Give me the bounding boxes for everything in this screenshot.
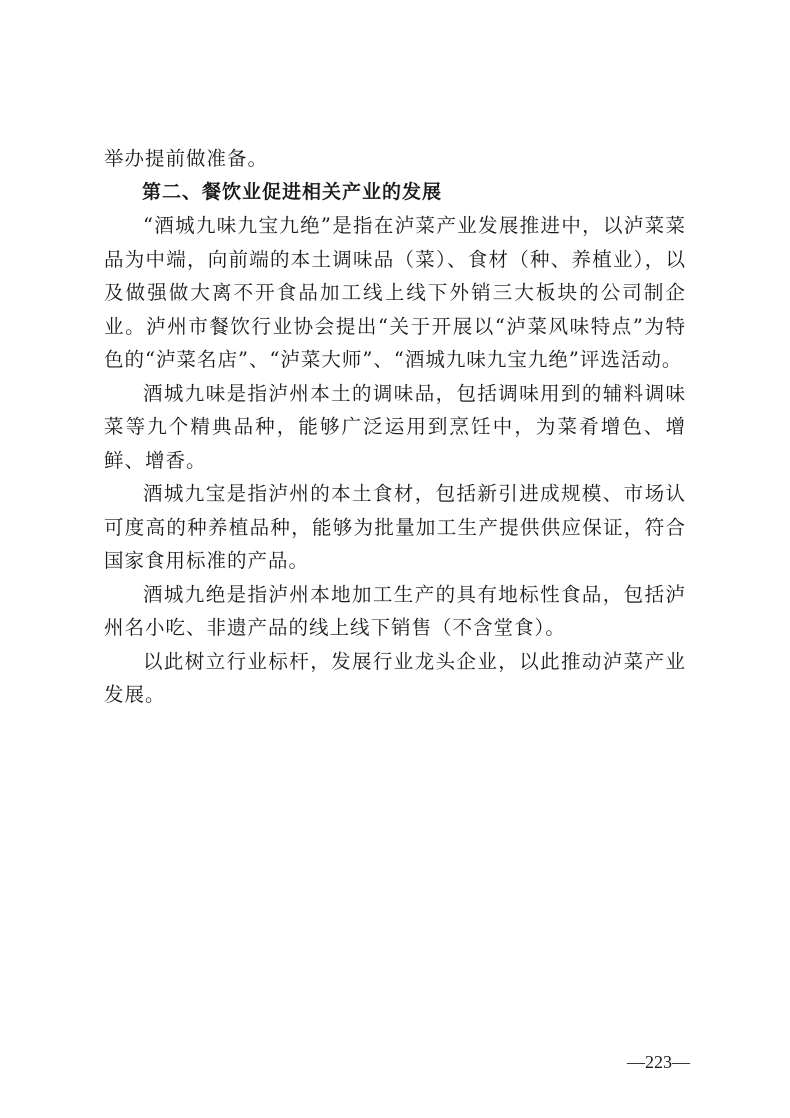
- page-number: —223—: [627, 1052, 690, 1072]
- body-text: [104, 142, 686, 712]
- paragraph-continuation: 举办提前做准备。: [104, 147, 269, 170]
- section-heading: 第二、餐饮业促进相关产业的发展: [142, 180, 443, 203]
- paragraph-nine-treasures: 酒城九宝是指泸州的本土食材，包括新引进成规模、市场认可度高的种养植品种，能够为批量加工生产提供供应保证，符合国家食用标准的产品。: [104, 482, 686, 572]
- paragraph-nine-specialties: 酒城九绝是指泸州本地加工生产的具有地标性食品，包括泸州名小吃、非遗产品的线上线下销售（不含堂食）。: [104, 582, 686, 639]
- paragraph-definition: “酒城九味九宝九绝”是指在泸菜产业发展推进中，以泸菜菜品为中端，向前端的本土调味品（菜）、食材（种、养植业），以及做强做大离不开食品加工线上线下外销三大板块的公司制企业。泸州市餐饮行业协会提出“关于开展以“泸菜风味特点”为特色的“泸菜名店”、“泸菜大师”、“酒城九味九宝九绝”评选活动。: [104, 214, 686, 371]
- paragraph-nine-flavors: 酒城九味是指泸州本土的调味品，包括调味用到的辅料调味菜等九个精典品种，能够广泛运用到烹饪中，为菜肴增色、增鲜、增香。: [104, 381, 686, 472]
- paragraph-conclusion: 以此树立行业标杆，发展行业龙头企业，以此推动泸菜产业发展。: [104, 649, 686, 706]
